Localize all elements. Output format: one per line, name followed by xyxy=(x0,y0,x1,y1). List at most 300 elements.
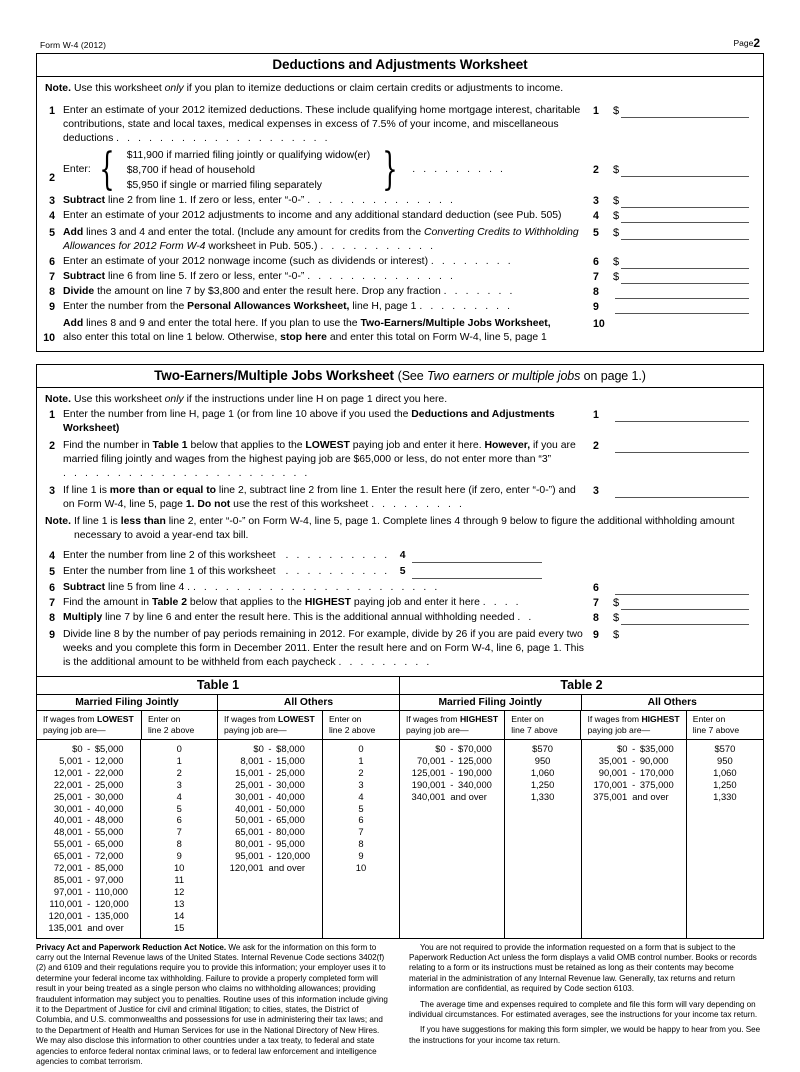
enter-value-empty xyxy=(687,922,763,934)
worksheet2-line-5 xyxy=(37,563,763,579)
range-low: 135,001 xyxy=(37,922,82,934)
enter-value-empty xyxy=(323,898,399,910)
amount-line-number: 6 xyxy=(593,255,613,269)
line-amount-area xyxy=(593,226,763,240)
enter-value-empty xyxy=(323,886,399,898)
range-high: 170,000 xyxy=(640,767,686,779)
line-number: 3 xyxy=(37,194,63,208)
col-header-enter: Enter on line 2 above xyxy=(323,711,399,739)
amount-input-w2-1[interactable] xyxy=(615,408,749,422)
enter-column xyxy=(141,740,217,938)
range-low: 340,001 xyxy=(400,791,445,803)
line-number: 1 xyxy=(37,104,63,118)
wage-range-row-empty xyxy=(218,922,322,934)
range-low: 120,001 xyxy=(218,862,264,874)
wage-tables xyxy=(36,677,764,939)
leader-dots: . . . . . . . . . . . . . . . . . . . . . . . xyxy=(193,582,440,593)
range-dash: - xyxy=(446,755,458,767)
amount-line-number: 1 xyxy=(593,408,613,422)
line-text: If line 1 is more than or equal to line 2, subtract line 2 from line 1. Enter the result here (if zero, enter “-0-”) and on Form W-4, line 5, page 1. Do not use the rest of this worksheet . . . . . . . . . xyxy=(63,484,593,512)
col-header-enter: Enter on line 7 above xyxy=(687,711,763,739)
line-amount-area xyxy=(593,317,763,331)
line-number: 10 xyxy=(37,317,63,345)
enter-value: 2 xyxy=(141,767,217,779)
range-low: 30,001 xyxy=(37,803,83,815)
amount-line-number: 1 xyxy=(593,104,613,118)
enter-value: 14 xyxy=(141,910,217,922)
leader-dots: . . . . . . . . . . xyxy=(276,565,390,579)
range-high: and over xyxy=(264,862,322,874)
line-number: 2 xyxy=(37,439,63,453)
enter-value: $570 xyxy=(687,743,763,755)
amount-input-4[interactable] xyxy=(621,209,749,223)
amount-input-w2-5[interactable] xyxy=(412,566,542,579)
enter-value-empty xyxy=(505,886,581,898)
enter-value: 10 xyxy=(141,862,217,874)
enter-value: $570 xyxy=(505,743,581,755)
amount-line-number: 3 xyxy=(593,484,613,498)
amount-line-number: 5 xyxy=(390,565,412,579)
enter-value-empty xyxy=(505,922,581,934)
amount-line-number: 3 xyxy=(593,194,613,208)
line-amount-area xyxy=(593,439,763,453)
amount-line-number: 9 xyxy=(593,628,613,642)
amount-input-w2-4[interactable] xyxy=(412,550,542,563)
range-low: 55,001 xyxy=(37,838,83,850)
range-low: 65,001 xyxy=(37,850,83,862)
wage-range-row xyxy=(37,791,140,803)
worksheet2-line-6 xyxy=(37,579,763,595)
wage-range-row xyxy=(400,779,504,791)
range-high: 30,000 xyxy=(95,791,141,803)
wage-range-row xyxy=(582,767,686,779)
line-number: 9 xyxy=(37,628,63,642)
line-amount-area xyxy=(593,209,763,223)
wage-range-row xyxy=(37,838,140,850)
range-low: 90,001 xyxy=(582,767,628,779)
line-number: 9 xyxy=(37,300,63,314)
range-high: 15,000 xyxy=(276,755,322,767)
wage-range-row xyxy=(218,850,322,862)
col-header-range: If wages from LOWEST paying job are— xyxy=(218,711,323,739)
worksheet1-line-5 xyxy=(37,223,763,254)
amount-line-number: 7 xyxy=(593,270,613,284)
wage-range-row-empty xyxy=(218,910,322,922)
range-low: 72,001 xyxy=(37,862,83,874)
line-text: Enter: { $11,900 if married filing jointly or qualifying widow(er) $8,700 if head of household $5,950 if single or married filing separately } . . . . . . . . . xyxy=(63,148,593,193)
worksheet2-note-2 xyxy=(37,512,763,545)
range-high: 90,000 xyxy=(640,755,686,767)
range-low: $0 xyxy=(582,743,628,755)
range-dash: - xyxy=(83,826,95,838)
enter-value: 8 xyxy=(323,838,399,850)
leader-dots: . . . . . . . . . xyxy=(419,301,512,312)
table-2-heading-all-others: All Others xyxy=(582,695,764,710)
range-low: 375,001 xyxy=(582,791,628,803)
enter-column xyxy=(505,740,581,938)
amount-line-number: 9 xyxy=(593,300,613,314)
range-dash: - xyxy=(446,779,458,791)
amount-input-w2-6[interactable] xyxy=(615,581,749,595)
dollar-sign: $ xyxy=(613,271,621,284)
amount-input-5[interactable] xyxy=(621,226,749,240)
amount-input-w2-2[interactable] xyxy=(615,439,749,453)
privacy-right-column xyxy=(409,943,764,1072)
page-number-label xyxy=(733,36,760,50)
wage-range-row-empty xyxy=(582,850,686,862)
amount-input-w2-3[interactable] xyxy=(615,484,749,498)
amount-input-10[interactable] xyxy=(619,317,749,331)
range-low: 125,001 xyxy=(400,767,446,779)
wage-range-row xyxy=(218,814,322,826)
enter-value: 8 xyxy=(141,838,217,850)
worksheet1-line-1 xyxy=(37,99,763,146)
range-low: 40,001 xyxy=(218,803,264,815)
amount-input-w2-7[interactable] xyxy=(621,596,749,610)
page-word: Page xyxy=(733,38,753,48)
range-low: $0 xyxy=(218,743,264,755)
wage-range-row xyxy=(37,779,140,791)
range-high: 48,000 xyxy=(95,814,141,826)
enter-value: 1,250 xyxy=(505,779,581,791)
enter-value-empty xyxy=(505,838,581,850)
dollar-sign: $ xyxy=(613,210,621,223)
dollar-sign: $ xyxy=(613,164,621,177)
wage-range-row-empty xyxy=(400,898,504,910)
amount-input-3[interactable] xyxy=(621,194,749,208)
range-low: 50,001 xyxy=(218,814,264,826)
amount-input-7[interactable] xyxy=(621,270,749,284)
table-2-mfj-section xyxy=(400,740,582,938)
enter-value: 7 xyxy=(323,826,399,838)
privacy-heading: Privacy Act and Paperwork Reduction Act Notice. xyxy=(36,943,226,952)
line-text: Subtract line 2 from line 1. If zero or less, enter “-0-” . . . . . . . . . . . . . . xyxy=(63,194,593,208)
wage-range-row xyxy=(400,791,504,803)
enter-value: 950 xyxy=(687,755,763,767)
range-dash: - xyxy=(627,755,639,767)
line-amount-area xyxy=(593,408,763,422)
worksheet1-line-3 xyxy=(37,193,763,208)
range-dash: - xyxy=(83,838,95,850)
range-dash: - xyxy=(264,850,276,862)
paperwork-paragraph-3: If you have suggestions for making this form simpler, we would be happy to hear from you. See the instructions for your income tax return. xyxy=(409,1025,764,1046)
range-high: 120,000 xyxy=(95,898,141,910)
leader-dots: . . . . . . . . . xyxy=(404,163,505,177)
range-high: 340,000 xyxy=(458,779,504,791)
enter-value: 10 xyxy=(323,862,399,874)
wage-range-row xyxy=(400,743,504,755)
range-low: 80,001 xyxy=(218,838,264,850)
line-amount-area xyxy=(593,194,763,208)
range-dash: - xyxy=(83,803,95,815)
left-brace-icon: { xyxy=(99,148,114,192)
range-high: 85,000 xyxy=(95,862,141,874)
worksheet1-line-10 xyxy=(37,314,763,347)
wage-range-row xyxy=(218,862,322,874)
line-number: 7 xyxy=(37,596,63,610)
enter-value: 4 xyxy=(323,791,399,803)
range-low: 15,001 xyxy=(218,767,264,779)
worksheet2-line-4 xyxy=(37,545,763,563)
amount-input-2[interactable] xyxy=(621,163,749,177)
leader-dots: . . . . . . . . . . xyxy=(276,549,390,563)
line-number: 4 xyxy=(37,549,63,563)
enter-value: 15 xyxy=(141,922,217,934)
table-1 xyxy=(37,677,400,938)
line-number: 1 xyxy=(37,408,63,422)
range-dash: - xyxy=(83,886,95,898)
wage-range-row xyxy=(400,767,504,779)
right-brace-icon: } xyxy=(383,148,398,192)
range-column xyxy=(218,740,323,938)
enter-value-empty xyxy=(687,910,763,922)
range-dash: - xyxy=(83,898,95,910)
enter-value: 6 xyxy=(141,814,217,826)
range-low: 110,001 xyxy=(37,898,83,910)
wage-range-row-empty xyxy=(582,886,686,898)
range-low: 8,001 xyxy=(218,755,264,767)
range-low: 40,001 xyxy=(37,814,83,826)
worksheet1-line-4 xyxy=(37,208,763,223)
range-high: 30,000 xyxy=(276,779,322,791)
table-2-all-others-section xyxy=(582,740,764,938)
wage-range-row-empty xyxy=(400,803,504,815)
enter-value: 4 xyxy=(141,791,217,803)
amount-input-w2-8[interactable] xyxy=(621,611,749,625)
range-dash: - xyxy=(83,814,95,826)
wage-range-row-empty xyxy=(582,862,686,874)
worksheet1-note xyxy=(37,80,763,99)
line-number: 5 xyxy=(37,565,63,579)
leader-dots: . . . . . . . . . . . xyxy=(320,241,435,252)
amount-line-number: 2 xyxy=(593,163,613,177)
line-text: Find the amount in Table 2 below that applies to the HIGHEST paying job and enter it here . . . . xyxy=(63,596,593,610)
wage-range-row xyxy=(218,755,322,767)
range-low: 5,001 xyxy=(37,755,83,767)
range-high: 65,000 xyxy=(95,838,141,850)
line-text: Enter an estimate of your 2012 adjustments to income and any additional standard deduction (see Pub. 505) xyxy=(63,209,593,223)
worksheet1-title: Deductions and Adjustments Worksheet xyxy=(37,54,763,77)
range-dash: - xyxy=(264,791,276,803)
table-1-heading-all-others: All Others xyxy=(218,695,399,710)
wage-range-row xyxy=(37,886,140,898)
bracket-option: $5,950 if single or married filing separately xyxy=(127,178,371,193)
wage-range-row xyxy=(218,803,322,815)
line-amount-area xyxy=(593,104,763,118)
enter-value: 11 xyxy=(141,874,217,886)
amount-input-9[interactable] xyxy=(615,300,749,314)
table-2-subheadings xyxy=(400,695,763,711)
wage-range-row xyxy=(582,743,686,755)
range-high: $70,000 xyxy=(458,743,504,755)
worksheet2-line-9 xyxy=(37,625,763,672)
wage-range-row xyxy=(218,779,322,791)
range-high: and over xyxy=(445,791,503,803)
wage-range-row-empty xyxy=(582,838,686,850)
enter-value: 7 xyxy=(141,826,217,838)
wage-range-row-empty xyxy=(218,886,322,898)
privacy-left-text: We ask for the information on this form to carry out the Internal Revenue laws of the United States. Internal Revenue Code sections 3402(f)(2) and 6109 and their regulations require you to provide this information; your employer uses it to determine your federal income tax withholding. Failure to provide a properly completed form will result in your being treated as a single person who claims no withholding allowances; providing fraudulent information may subject you to penalties. Routine uses of this information include giving it to the Department of Justice for civil and criminal litigation; to cities, states, the District of Columbia, and U.S. commonwealths and possessions for use in administering their tax laws; and to the Department of Health and Human Services for use in the National Directory of New Hires. We may also disclose this information to other countries under a tax treaty, to federal and state agencies to enforce federal nontax criminal laws, or to federal law enforcement and intelligence agencies to combat terrorism. xyxy=(36,943,388,1066)
amount-line-number: 10 xyxy=(593,317,617,331)
leader-dots: . . . . . . . . . . . . . . . . . . . . . . . xyxy=(63,468,310,479)
range-high: 95,000 xyxy=(276,838,322,850)
leader-dots: . . xyxy=(517,612,533,623)
range-low: 48,001 xyxy=(37,826,83,838)
wage-range-row xyxy=(37,922,140,934)
table-1-body xyxy=(37,740,399,938)
line-number: 7 xyxy=(37,270,63,284)
range-low: 70,001 xyxy=(400,755,446,767)
table-1-heading-mfj: Married Filing Jointly xyxy=(37,695,218,710)
amount-line-number: 4 xyxy=(593,209,613,223)
line-amount-area xyxy=(593,484,763,498)
wage-range-row xyxy=(37,898,140,910)
line-amount-area xyxy=(593,581,763,595)
wage-range-row-empty xyxy=(218,898,322,910)
wage-range-row-empty xyxy=(218,874,322,886)
dollar-sign: $ xyxy=(613,629,621,642)
line-amount-area xyxy=(593,611,763,625)
dollar-sign: $ xyxy=(613,256,621,269)
wage-range-row xyxy=(37,910,140,922)
amount-line-number: 6 xyxy=(593,581,613,595)
enter-value-empty xyxy=(687,850,763,862)
line-number: 4 xyxy=(37,209,63,223)
range-dash: - xyxy=(83,779,95,791)
range-high: 125,000 xyxy=(458,755,504,767)
enter-value-empty xyxy=(505,898,581,910)
line-amount-area xyxy=(593,285,763,299)
line-text: Divide line 8 by the number of pay periods remaining in 2012. For example, divide by 26 if you are paid every two weeks and you complete this form in December 2011. Enter the result here and on Form W-4, line 6, page 1. This is the additional amount to be withheld from each paycheck . . . . . . . . . xyxy=(63,628,593,670)
wage-range-row-empty xyxy=(400,922,504,934)
note-label: Note. xyxy=(45,82,71,96)
range-low: 95,001 xyxy=(218,850,264,862)
enter-value-empty xyxy=(505,910,581,922)
wage-range-row-empty xyxy=(582,803,686,815)
range-high: 25,000 xyxy=(95,779,141,791)
line-text: Enter the number from the Personal Allowances Worksheet, line H, page 1 . . . . . . . . . xyxy=(63,300,593,314)
enter-value-empty xyxy=(687,874,763,886)
enter-value-empty xyxy=(687,898,763,910)
range-low: 25,001 xyxy=(37,791,83,803)
range-dash: - xyxy=(264,767,276,779)
note-label: Note. xyxy=(45,393,71,407)
table-2-column-headers xyxy=(400,711,763,740)
enter-value: 9 xyxy=(323,850,399,862)
line-amount-area xyxy=(593,300,763,314)
enter-value: 12 xyxy=(141,886,217,898)
line-text: Subtract line 5 from line 4 . . . . . . . . . . . . . . . . . . . . . . . . xyxy=(63,581,593,595)
wage-range-row-empty xyxy=(400,850,504,862)
range-column xyxy=(37,740,141,938)
page-number: 2 xyxy=(753,36,760,50)
enter-value-empty xyxy=(687,803,763,815)
range-low: 30,001 xyxy=(218,791,264,803)
amount-input-6[interactable] xyxy=(621,255,749,269)
worksheet2-line-2 xyxy=(37,436,763,481)
line-number: 3 xyxy=(37,484,63,498)
enter-value-empty xyxy=(505,814,581,826)
table-1-mfj-section xyxy=(37,740,218,938)
range-dash: - xyxy=(264,743,276,755)
range-high: 12,000 xyxy=(95,755,141,767)
enter-value-empty xyxy=(505,826,581,838)
wage-range-row xyxy=(400,755,504,767)
enter-value: 1,330 xyxy=(505,791,581,803)
leader-dots: . . . . . . . . . xyxy=(371,499,464,510)
range-dash: - xyxy=(446,767,458,779)
enter-value-empty xyxy=(687,826,763,838)
wage-range-row xyxy=(582,791,686,803)
line-amount-area xyxy=(593,596,763,610)
leader-dots: . . . . . . . . . xyxy=(339,657,432,668)
enter-value-empty xyxy=(323,922,399,934)
leader-dots: . . . . . . . . . . . . . . xyxy=(307,271,455,282)
wage-range-row-empty xyxy=(582,826,686,838)
range-dash: - xyxy=(83,910,95,922)
table-1-subheadings xyxy=(37,695,399,711)
privacy-left-column xyxy=(36,943,391,1072)
col-header-range: If wages from LOWEST paying job are— xyxy=(37,711,142,739)
amount-input-1[interactable] xyxy=(621,104,749,118)
enter-column xyxy=(323,740,399,938)
line-text: Add lines 8 and 9 and enter the total here. If you plan to use the Two-Earners/Multiple Jobs Worksheet, also enter this total on line 1 below. Otherwise, stop here and enter this total on Form W-4, line 5, page 1 xyxy=(63,317,593,345)
worksheet2-line-8 xyxy=(37,610,763,625)
enter-value-empty xyxy=(687,886,763,898)
range-low: 97,001 xyxy=(37,886,83,898)
line-amount-area xyxy=(593,628,763,642)
amount-input-8[interactable] xyxy=(615,285,749,299)
range-low: 65,001 xyxy=(218,826,264,838)
note-text: Use this worksheet only if you plan to itemize deductions or claim certain credits or adjustments to income. xyxy=(74,82,563,96)
enter-value: 13 xyxy=(141,898,217,910)
line-text: Subtract line 6 from line 5. If zero or less, enter “-0-” . . . . . . . . . . . . . . xyxy=(63,270,593,284)
range-dash: - xyxy=(83,791,95,803)
bracket-option: $11,900 if married filing jointly or qualifying widow(er) xyxy=(127,148,371,163)
range-dash: - xyxy=(264,838,276,850)
range-dash: - xyxy=(446,743,458,755)
range-high: $5,000 xyxy=(95,743,141,755)
leader-dots: . . . . . . . . xyxy=(431,256,513,267)
wage-range-row xyxy=(37,755,140,767)
wage-range-row xyxy=(218,791,322,803)
range-high: 40,000 xyxy=(276,791,322,803)
bracket-option: $8,700 if head of household xyxy=(127,163,371,178)
enter-value: 1,330 xyxy=(687,791,763,803)
line-number: 8 xyxy=(37,285,63,299)
amount-line-number: 4 xyxy=(390,549,412,563)
amount-input-w2-9[interactable] xyxy=(621,628,749,642)
wage-range-row xyxy=(582,779,686,791)
enter-value: 5 xyxy=(141,803,217,815)
worksheet1-line-9 xyxy=(37,299,763,314)
range-dash: - xyxy=(83,874,95,886)
range-high: 22,000 xyxy=(95,767,141,779)
amount-line-number: 5 xyxy=(593,226,613,240)
enter-value: 950 xyxy=(505,755,581,767)
wage-range-row xyxy=(37,743,140,755)
worksheet2-note xyxy=(37,391,763,407)
amount-line-number: 2 xyxy=(593,439,613,453)
table-1-all-others-section xyxy=(218,740,399,938)
range-dash: - xyxy=(264,826,276,838)
worksheet2-title: Two-Earners/Multiple Jobs Worksheet (See Two earners or multiple jobs on page 1.) xyxy=(37,365,763,388)
worksheet2-line-3 xyxy=(37,481,763,512)
dollar-sign: $ xyxy=(613,105,621,118)
bracket-group xyxy=(91,148,405,193)
wage-range-row-empty xyxy=(400,814,504,826)
range-high: 55,000 xyxy=(95,826,141,838)
